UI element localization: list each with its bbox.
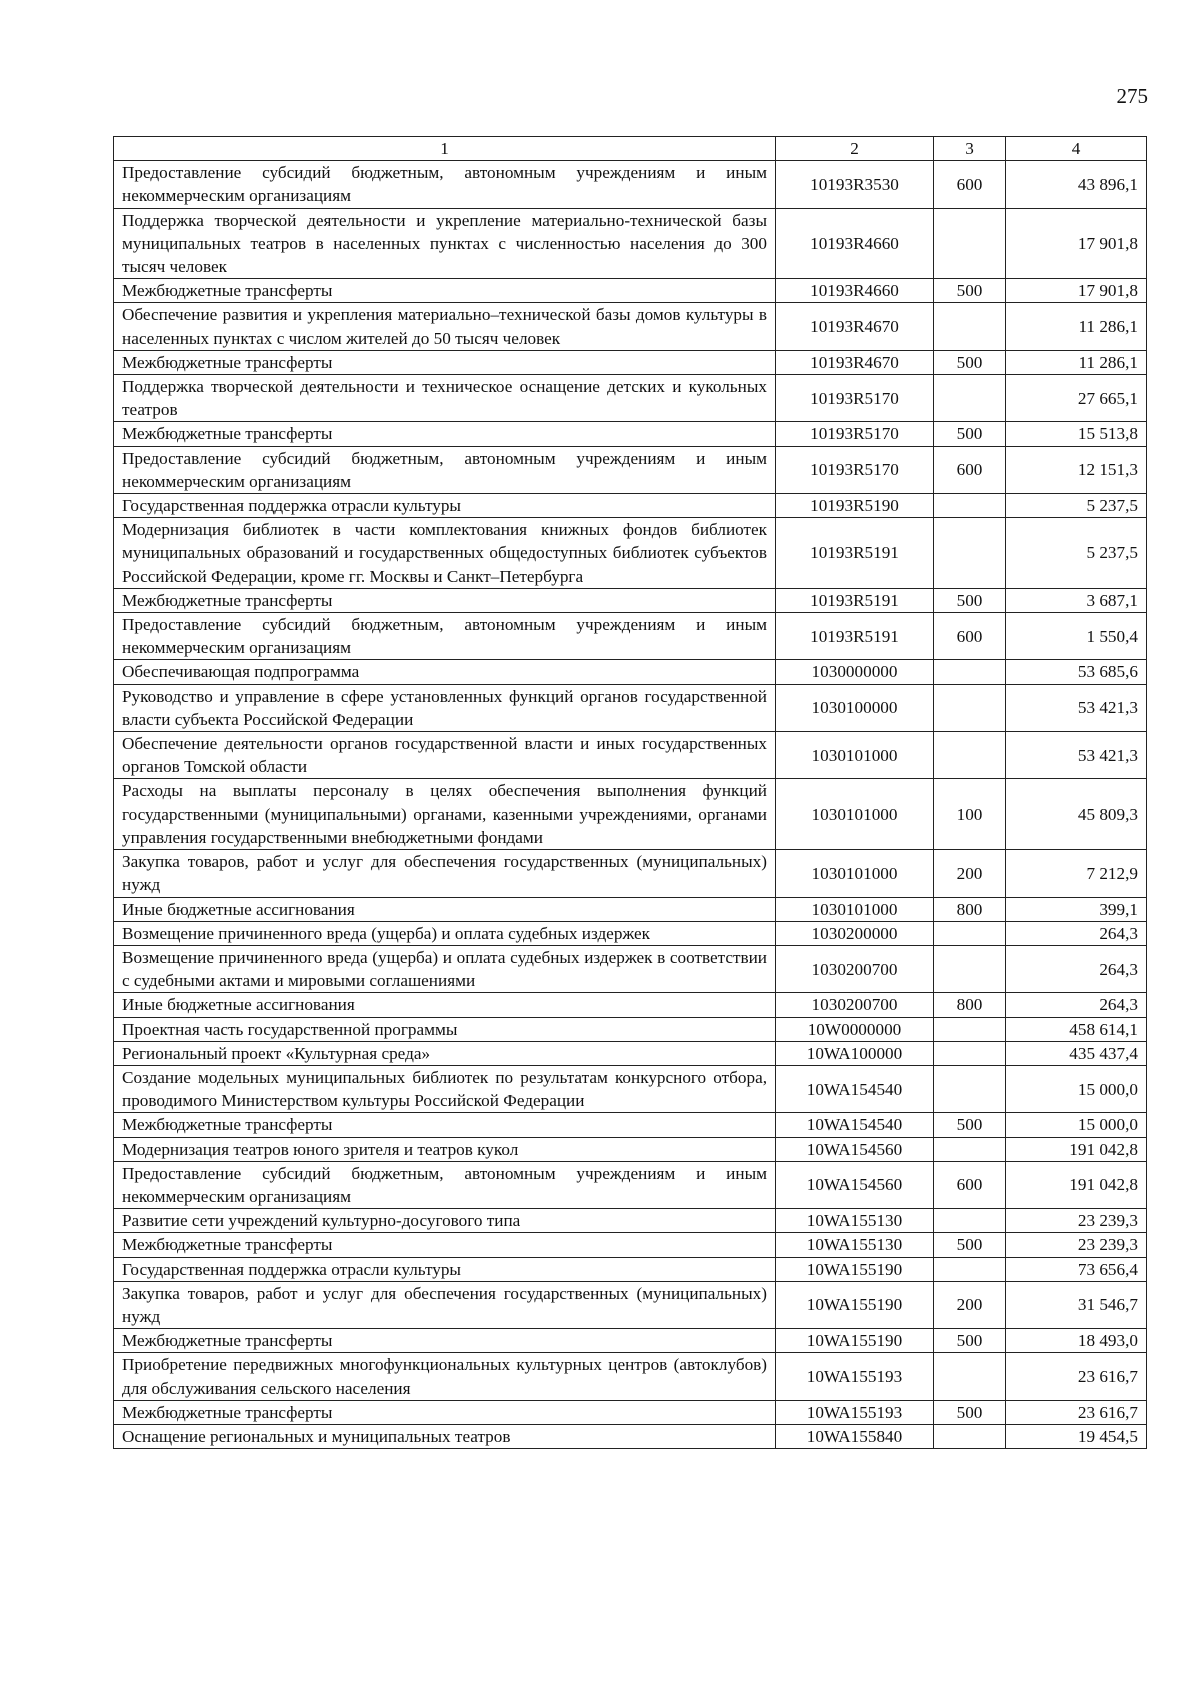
row-sum: 53 685,6 xyxy=(1006,660,1147,684)
row-expense-type: 500 xyxy=(934,279,1006,303)
row-sum: 27 665,1 xyxy=(1006,375,1147,422)
table-row xyxy=(114,303,1147,350)
row-expense-type: 500 xyxy=(934,1233,1006,1257)
row-code: 10WA155190 xyxy=(776,1281,934,1328)
row-expense-type: 600 xyxy=(934,613,1006,660)
row-sum: 264,3 xyxy=(1006,921,1147,945)
row-code: 10193R4660 xyxy=(776,208,934,279)
row-code: 10W0000000 xyxy=(776,1017,934,1041)
row-expense-type: 100 xyxy=(934,779,1006,850)
row-code: 1030101000 xyxy=(776,897,934,921)
row-name: Развитие сети учреждений культурно-досугового типа xyxy=(114,1209,776,1233)
table-row xyxy=(114,850,1147,897)
table-row xyxy=(114,1329,1147,1353)
row-sum: 435 437,4 xyxy=(1006,1041,1147,1065)
row-expense-type xyxy=(934,1209,1006,1233)
row-code: 1030200700 xyxy=(776,993,934,1017)
row-name: Иные бюджетные ассигнования xyxy=(114,993,776,1017)
row-name: Модернизация библиотек в части комплектования книжных фондов библиотек муниципальных образований и государственных общедоступных библиотек субъектов Российской Федерации, кроме гг. Москвы и Санкт–Петербурга xyxy=(114,518,776,589)
row-sum: 12 151,3 xyxy=(1006,446,1147,493)
table-row xyxy=(114,208,1147,279)
row-code: 10193R5170 xyxy=(776,375,934,422)
table-row xyxy=(114,732,1147,779)
table-row xyxy=(114,350,1147,374)
row-name: Государственная поддержка отрасли культуры xyxy=(114,494,776,518)
row-code: 1030101000 xyxy=(776,732,934,779)
row-expense-type: 600 xyxy=(934,161,1006,208)
row-name: Иные бюджетные ассигнования xyxy=(114,897,776,921)
row-sum: 73 656,4 xyxy=(1006,1257,1147,1281)
row-code: 1030200000 xyxy=(776,921,934,945)
row-name: Обеспечивающая подпрограмма xyxy=(114,660,776,684)
row-code: 10WA155193 xyxy=(776,1353,934,1400)
row-sum: 17 901,8 xyxy=(1006,279,1147,303)
row-sum: 7 212,9 xyxy=(1006,850,1147,897)
row-sum: 15 000,0 xyxy=(1006,1113,1147,1137)
table-row xyxy=(114,1017,1147,1041)
table-row xyxy=(114,1233,1147,1257)
row-sum: 191 042,8 xyxy=(1006,1161,1147,1208)
table-row xyxy=(114,375,1147,422)
row-code: 10193R5191 xyxy=(776,518,934,589)
row-sum: 18 493,0 xyxy=(1006,1329,1147,1353)
row-sum: 43 896,1 xyxy=(1006,161,1147,208)
row-sum: 458 614,1 xyxy=(1006,1017,1147,1041)
row-name: Закупка товаров, работ и услуг для обеспечения государственных (муниципальных) нужд xyxy=(114,1281,776,1328)
row-name: Приобретение передвижных многофункциональных культурных центров (автоклубов) для обслуживания сельского населения xyxy=(114,1353,776,1400)
row-expense-type: 500 xyxy=(934,588,1006,612)
row-code: 10WA155190 xyxy=(776,1257,934,1281)
row-sum: 5 237,5 xyxy=(1006,518,1147,589)
row-code: 10193R5190 xyxy=(776,494,934,518)
row-code: 10WA154540 xyxy=(776,1065,934,1112)
row-sum: 45 809,3 xyxy=(1006,779,1147,850)
row-name: Расходы на выплаты персоналу в целях обеспечения выполнения функций государственными (муниципальными) органами, казенными учреждениями, органами управления государственными внебюджетными фондами xyxy=(114,779,776,850)
row-code: 10193R5170 xyxy=(776,422,934,446)
row-expense-type xyxy=(934,1041,1006,1065)
row-expense-type xyxy=(934,1017,1006,1041)
row-name: Поддержка творческой деятельности и техническое оснащение детских и кукольных театров xyxy=(114,375,776,422)
row-sum: 23 616,7 xyxy=(1006,1400,1147,1424)
table-row xyxy=(114,1041,1147,1065)
row-expense-type xyxy=(934,303,1006,350)
column-header-code: 2 xyxy=(776,137,934,161)
row-name: Межбюджетные трансферты xyxy=(114,1329,776,1353)
row-code: 1030000000 xyxy=(776,660,934,684)
row-sum: 11 286,1 xyxy=(1006,350,1147,374)
column-header-expense-type: 3 xyxy=(934,137,1006,161)
row-name: Предоставление субсидий бюджетным, автономным учреждениям и иным некоммерческим организациям xyxy=(114,446,776,493)
row-code: 1030100000 xyxy=(776,684,934,731)
row-name: Поддержка творческой деятельности и укрепление материально-технической базы муниципальных театров в населенных пунктах с численностью населения до 300 тысяч человек xyxy=(114,208,776,279)
row-code: 10WA155840 xyxy=(776,1424,934,1448)
row-sum: 264,3 xyxy=(1006,993,1147,1017)
row-expense-type xyxy=(934,921,1006,945)
row-sum: 3 687,1 xyxy=(1006,588,1147,612)
row-code: 10193R4660 xyxy=(776,279,934,303)
row-expense-type: 200 xyxy=(934,1281,1006,1328)
row-code: 10193R5170 xyxy=(776,446,934,493)
row-name: Оснащение региональных и муниципальных театров xyxy=(114,1424,776,1448)
table-row xyxy=(114,684,1147,731)
row-sum: 23 616,7 xyxy=(1006,1353,1147,1400)
row-sum: 1 550,4 xyxy=(1006,613,1147,660)
table-row xyxy=(114,422,1147,446)
row-name: Предоставление субсидий бюджетным, автономным учреждениям и иным некоммерческим организациям xyxy=(114,1161,776,1208)
table-row xyxy=(114,161,1147,208)
row-code: 10193R5191 xyxy=(776,613,934,660)
table-row xyxy=(114,518,1147,589)
row-expense-type: 500 xyxy=(934,422,1006,446)
row-expense-type xyxy=(934,1137,1006,1161)
row-name: Закупка товаров, работ и услуг для обеспечения государственных (муниципальных) нужд xyxy=(114,850,776,897)
row-name: Предоставление субсидий бюджетным, автономным учреждениям и иным некоммерческим организациям xyxy=(114,161,776,208)
row-code: 10WA100000 xyxy=(776,1041,934,1065)
table-row xyxy=(114,1209,1147,1233)
row-name: Государственная поддержка отрасли культуры xyxy=(114,1257,776,1281)
row-code: 1030101000 xyxy=(776,850,934,897)
budget-table xyxy=(113,136,1147,1449)
row-name: Межбюджетные трансферты xyxy=(114,1400,776,1424)
row-sum: 53 421,3 xyxy=(1006,732,1147,779)
row-code: 10193R3530 xyxy=(776,161,934,208)
row-expense-type xyxy=(934,732,1006,779)
row-expense-type xyxy=(934,208,1006,279)
column-header-sum: 4 xyxy=(1006,137,1147,161)
table-row xyxy=(114,279,1147,303)
row-name: Межбюджетные трансферты xyxy=(114,588,776,612)
row-name: Межбюджетные трансферты xyxy=(114,1113,776,1137)
column-header-name: 1 xyxy=(114,137,776,161)
row-name: Руководство и управление в сфере установленных функций органов государственной власти субъекта Российской Федерации xyxy=(114,684,776,731)
row-name: Обеспечение развития и укрепления материально–технической базы домов культуры в населенных пунктах с числом жителей до 50 тысяч человек xyxy=(114,303,776,350)
row-sum: 31 546,7 xyxy=(1006,1281,1147,1328)
row-expense-type: 500 xyxy=(934,350,1006,374)
row-expense-type: 800 xyxy=(934,897,1006,921)
table-row xyxy=(114,993,1147,1017)
row-expense-type xyxy=(934,660,1006,684)
row-code: 1030200700 xyxy=(776,945,934,992)
row-name: Межбюджетные трансферты xyxy=(114,350,776,374)
row-sum: 15 000,0 xyxy=(1006,1065,1147,1112)
row-code: 10WA155193 xyxy=(776,1400,934,1424)
row-sum: 5 237,5 xyxy=(1006,494,1147,518)
row-expense-type xyxy=(934,1353,1006,1400)
row-sum: 53 421,3 xyxy=(1006,684,1147,731)
row-sum: 15 513,8 xyxy=(1006,422,1147,446)
row-expense-type xyxy=(934,518,1006,589)
row-sum: 399,1 xyxy=(1006,897,1147,921)
row-code: 10WA154560 xyxy=(776,1161,934,1208)
row-expense-type xyxy=(934,1065,1006,1112)
table-row xyxy=(114,660,1147,684)
row-sum: 17 901,8 xyxy=(1006,208,1147,279)
row-code: 10193R4670 xyxy=(776,350,934,374)
row-sum: 264,3 xyxy=(1006,945,1147,992)
row-name: Межбюджетные трансферты xyxy=(114,279,776,303)
table-row xyxy=(114,588,1147,612)
row-name: Обеспечение деятельности органов государственной власти и иных государственных органов Томской области xyxy=(114,732,776,779)
row-name: Модернизация театров юного зрителя и театров кукол xyxy=(114,1137,776,1161)
row-expense-type xyxy=(934,945,1006,992)
table-row xyxy=(114,779,1147,850)
table-row xyxy=(114,1281,1147,1328)
table-row xyxy=(114,1065,1147,1112)
row-sum: 11 286,1 xyxy=(1006,303,1147,350)
row-expense-type: 200 xyxy=(934,850,1006,897)
table-row xyxy=(114,1113,1147,1137)
row-name: Возмещение причиненного вреда (ущерба) и оплата судебных издержек xyxy=(114,921,776,945)
table-row xyxy=(114,1424,1147,1448)
table-row xyxy=(114,1257,1147,1281)
row-code: 10193R5191 xyxy=(776,588,934,612)
row-expense-type: 500 xyxy=(934,1113,1006,1137)
row-name: Возмещение причиненного вреда (ущерба) и оплата судебных издержек в соответствии с судебными актами и мировыми соглашениями xyxy=(114,945,776,992)
table-header-row xyxy=(114,137,1147,161)
table-row xyxy=(114,921,1147,945)
row-code: 10WA154540 xyxy=(776,1113,934,1137)
row-expense-type: 500 xyxy=(934,1400,1006,1424)
row-expense-type: 600 xyxy=(934,446,1006,493)
row-expense-type: 500 xyxy=(934,1329,1006,1353)
row-code: 10WA155130 xyxy=(776,1233,934,1257)
row-expense-type: 800 xyxy=(934,993,1006,1017)
table-body xyxy=(114,161,1147,1449)
table-row xyxy=(114,1137,1147,1161)
row-name: Предоставление субсидий бюджетным, автономным учреждениям и иным некоммерческим организациям xyxy=(114,613,776,660)
row-sum: 23 239,3 xyxy=(1006,1209,1147,1233)
row-sum: 191 042,8 xyxy=(1006,1137,1147,1161)
table-row xyxy=(114,1161,1147,1208)
row-expense-type: 600 xyxy=(934,1161,1006,1208)
row-name: Региональный проект «Культурная среда» xyxy=(114,1041,776,1065)
page-number: 275 xyxy=(1116,84,1148,108)
table-row xyxy=(114,494,1147,518)
row-code: 10193R4670 xyxy=(776,303,934,350)
row-expense-type xyxy=(934,494,1006,518)
row-expense-type xyxy=(934,1424,1006,1448)
row-name: Создание модельных муниципальных библиотек по результатам конкурсного отбора, проводимого Министерством культуры Российской Федерации xyxy=(114,1065,776,1112)
table-row xyxy=(114,897,1147,921)
row-name: Проектная часть государственной программы xyxy=(114,1017,776,1041)
table-row xyxy=(114,613,1147,660)
row-code: 10WA155130 xyxy=(776,1209,934,1233)
row-expense-type xyxy=(934,375,1006,422)
row-expense-type xyxy=(934,1257,1006,1281)
table-row xyxy=(114,945,1147,992)
table-row xyxy=(114,1353,1147,1400)
row-sum: 23 239,3 xyxy=(1006,1233,1147,1257)
row-name: Межбюджетные трансферты xyxy=(114,422,776,446)
table-row xyxy=(114,1400,1147,1424)
row-code: 10WA154560 xyxy=(776,1137,934,1161)
row-sum: 19 454,5 xyxy=(1006,1424,1147,1448)
row-expense-type xyxy=(934,684,1006,731)
row-name: Межбюджетные трансферты xyxy=(114,1233,776,1257)
row-code: 1030101000 xyxy=(776,779,934,850)
table-row xyxy=(114,446,1147,493)
row-code: 10WA155190 xyxy=(776,1329,934,1353)
